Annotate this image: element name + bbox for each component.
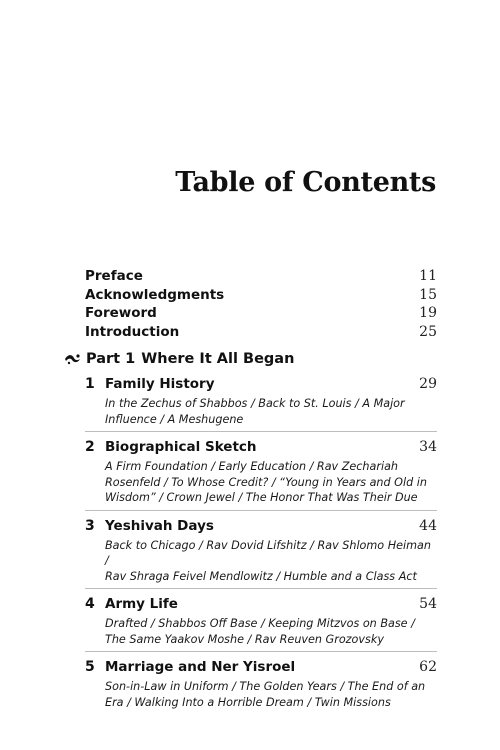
chapter-number: 5 (85, 659, 95, 675)
chapter-title: Marriage and Ner Yisroel (105, 659, 296, 675)
chapter-page: 29 (419, 376, 437, 392)
front-matter-list (85, 268, 437, 342)
chapter-page: 44 (419, 517, 437, 534)
chapter-title: Yeshivah Days (105, 517, 214, 534)
chapter-entry[interactable] (85, 439, 437, 511)
chapter-page: 62 (419, 659, 437, 675)
part-heading[interactable] (64, 351, 300, 367)
chapter-entry[interactable] (85, 376, 437, 432)
chapter-sections: A Firm Foundation / Early Education / Rav Zechariah Rosenfeld / To Whose Credit? / “Young in Years and Old in Wisdom” / Crown Jewel / The Honor That Was Their Due (105, 460, 427, 504)
toc-entry-acknowledgments[interactable] (85, 287, 437, 306)
chapter-sections: In the Zechus of Shabbos / Back to St. Louis / A Major Influence / A Meshugene (105, 397, 405, 426)
divider (85, 510, 437, 511)
chapter-entry[interactable] (85, 596, 437, 652)
toc-entry-preface[interactable] (85, 268, 437, 287)
toc-entry-page: 15 (419, 286, 437, 303)
chapter-sections: Son-in-Law in Uniform / The Golden Years / The End of an Era / Walking Into a Horrible Dream / Twin Missions (105, 680, 426, 709)
toc-entry-label: Preface (85, 268, 143, 284)
toc-entry-label: Foreword (85, 305, 157, 321)
toc-entry-page: 11 (419, 268, 437, 284)
toc-entry-label: Acknowledgments (85, 286, 225, 303)
toc-entry-introduction[interactable] (85, 324, 437, 343)
divider (85, 588, 437, 589)
chapter-entry[interactable] (85, 659, 437, 710)
chapter-sections: Back to Chicago / Rav Dovid Lifshitz / Rav Shlomo Heiman / Rav Shraga Feivel Mendlowitz / Humble and a Class Act (105, 538, 431, 583)
toc-entry-foreword[interactable] (85, 305, 437, 324)
chapter-number: 2 (85, 439, 95, 455)
toc-entry-label: Introduction (85, 323, 180, 340)
chapter-number: 4 (85, 596, 95, 612)
page-title: Table of Contents (175, 167, 436, 198)
chapter-sections: Drafted / Shabbos Off Base / Keeping Mitzvos on Base / The Same Yaakov Moshe / Rav Reuven Grozovsky (105, 617, 415, 646)
divider (85, 651, 437, 652)
divider (85, 431, 437, 432)
part-number: Part 1 (86, 351, 136, 367)
chapter-title: Army Life (105, 596, 178, 612)
toc-entry-page: 25 (419, 323, 437, 340)
chapter-page: 34 (419, 439, 437, 455)
ornament-fleuron-icon (64, 352, 82, 366)
chapter-number: 3 (85, 517, 95, 534)
chapter-entry[interactable] (85, 518, 437, 590)
toc-entry-page: 19 (419, 305, 437, 321)
chapter-list (85, 376, 437, 717)
chapter-number: 1 (85, 376, 95, 392)
chapter-title: Family History (105, 376, 215, 392)
part-title: Where It All Began (141, 351, 295, 367)
chapter-title: Biographical Sketch (105, 439, 257, 455)
chapter-page: 54 (419, 596, 437, 612)
